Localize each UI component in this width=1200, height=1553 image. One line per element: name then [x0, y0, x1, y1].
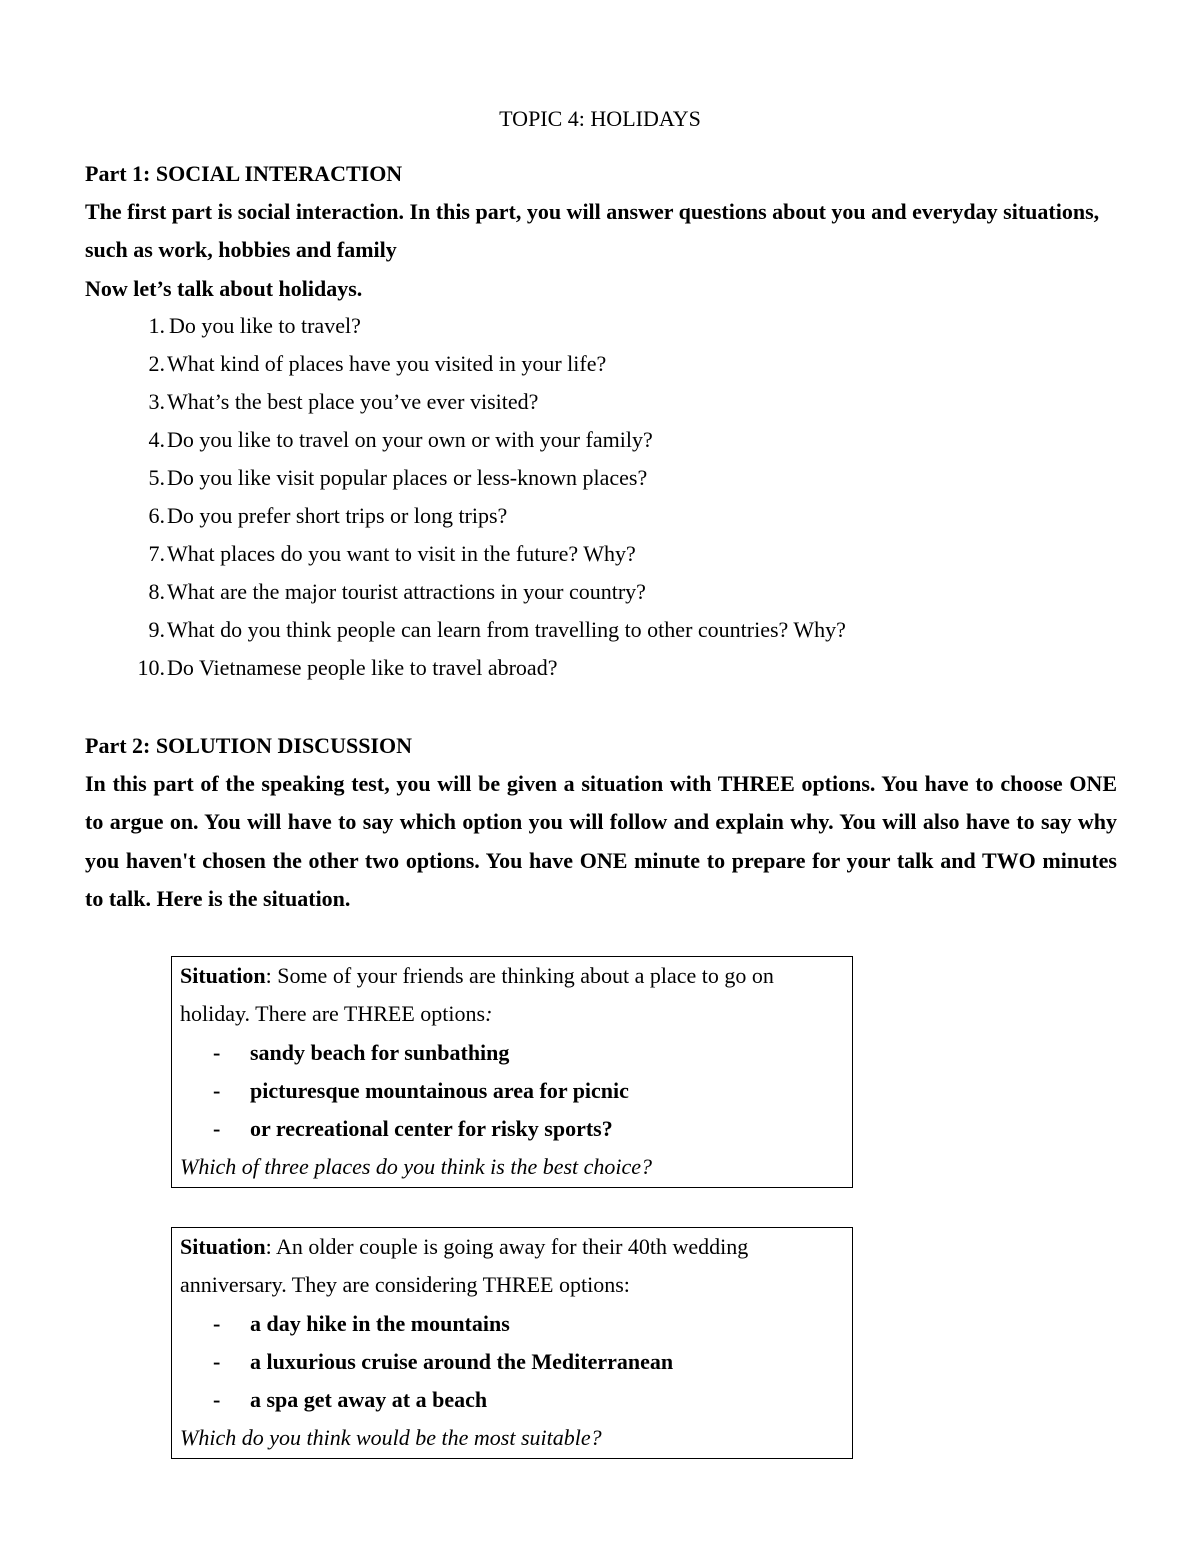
situation-question: Which of three places do you think is the best choice?	[180, 1154, 653, 1180]
question-number: 7.	[148, 541, 165, 566]
dash-bullet: -	[213, 1387, 221, 1413]
dash-bullet: -	[213, 1310, 221, 1336]
option-item	[180, 1110, 848, 1148]
option-text: a luxurious cruise around the Mediterranean	[250, 1348, 674, 1374]
part1-intro: The first part is social interaction. In this part, you will answer questions about you and everyday situations, such as work, hobbies and family	[85, 199, 1100, 263]
question-text: Do you like visit popular places or less-known places?	[167, 465, 648, 490]
question-number: 4.	[148, 427, 165, 452]
list-item	[85, 573, 1117, 611]
option-text: picturesque mountainous area for picnic	[250, 1077, 629, 1103]
situation-label: Situation	[180, 963, 266, 988]
question-number: 2.	[148, 351, 165, 376]
question-text: What places do you want to visit in the future? Why?	[167, 541, 636, 566]
part2-section	[85, 727, 1117, 918]
question-number: 10.	[137, 655, 165, 680]
question-text: Do you like to travel?	[169, 313, 361, 338]
list-item	[85, 497, 1117, 535]
situation-text-end: :	[485, 1001, 493, 1027]
dash-bullet: -	[213, 1116, 221, 1142]
list-item	[85, 611, 1117, 649]
situation-box-1	[171, 956, 853, 1188]
option-text: a spa get away at a beach	[250, 1387, 488, 1413]
question-text: What do you think people can learn from travelling to other countries? Why?	[167, 617, 846, 642]
situation-text: : An older couple is going away for their 40th wedding anniversary. They are considering THREE options:	[180, 1234, 749, 1298]
part1-lead: Now let’s talk about holidays.	[85, 275, 363, 301]
dash-bullet: -	[213, 1077, 221, 1103]
list-item	[85, 649, 1117, 687]
question-text: What’s the best place you’ve ever visited?	[167, 389, 539, 414]
situation-question: Which do you think would be the most suitable?	[180, 1425, 602, 1451]
question-list	[85, 307, 1117, 687]
part1-heading: Part 1: SOCIAL INTERACTION	[85, 161, 403, 186]
dash-bullet: -	[213, 1348, 221, 1374]
option-item	[180, 1381, 848, 1419]
option-text: sandy beach for sunbathing	[250, 1039, 510, 1065]
part2-heading: Part 2: SOLUTION DISCUSSION	[85, 733, 412, 758]
question-number: 5.	[148, 465, 165, 490]
dash-bullet: -	[213, 1039, 221, 1065]
list-item	[85, 345, 1117, 383]
question-text: What are the major tourist attractions in your country?	[167, 579, 646, 604]
question-text: Do you like to travel on your own or with your family?	[167, 427, 653, 452]
option-text: or recreational center for risky sports?	[250, 1116, 613, 1142]
list-item	[85, 459, 1117, 497]
option-item	[180, 1034, 848, 1072]
question-text: Do you prefer short trips or long trips?	[167, 503, 508, 528]
option-item	[180, 1305, 848, 1343]
question-number: 6.	[148, 503, 165, 528]
part2-intro: In this part of the speaking test, you will be given a situation with THREE options. You have to choose ONE to argue on. You will have to say which option you will follow and explain why. You will also have to say why you haven't chosen the other two options. You have ONE minute to prepare for your talk and TWO minutes to talk. Here is the situation.	[85, 771, 1117, 911]
question-text: Do Vietnamese people like to travel abroad?	[167, 655, 558, 680]
question-number: 9.	[148, 617, 165, 642]
list-item	[85, 421, 1117, 459]
question-number: 3.	[148, 389, 165, 414]
situation-label: Situation	[180, 1234, 266, 1259]
question-number: 8.	[148, 579, 165, 604]
question-text: What kind of places have you visited in your life?	[167, 351, 607, 376]
situation-description	[180, 957, 848, 1034]
list-item	[85, 383, 1117, 421]
part1-section	[85, 155, 1117, 308]
situation-description	[180, 1228, 848, 1305]
list-item	[85, 307, 1117, 345]
page-title: TOPIC 4: HOLIDAYS	[499, 106, 701, 131]
question-number: 1.	[148, 313, 165, 338]
situation-box-2	[171, 1227, 853, 1459]
list-item	[85, 535, 1117, 573]
option-item	[180, 1072, 848, 1110]
option-text: a day hike in the mountains	[250, 1310, 510, 1336]
situation-text: : Some of your friends are thinking about a place to go on holiday. There are THREE options	[180, 963, 774, 1027]
option-item	[180, 1343, 848, 1381]
